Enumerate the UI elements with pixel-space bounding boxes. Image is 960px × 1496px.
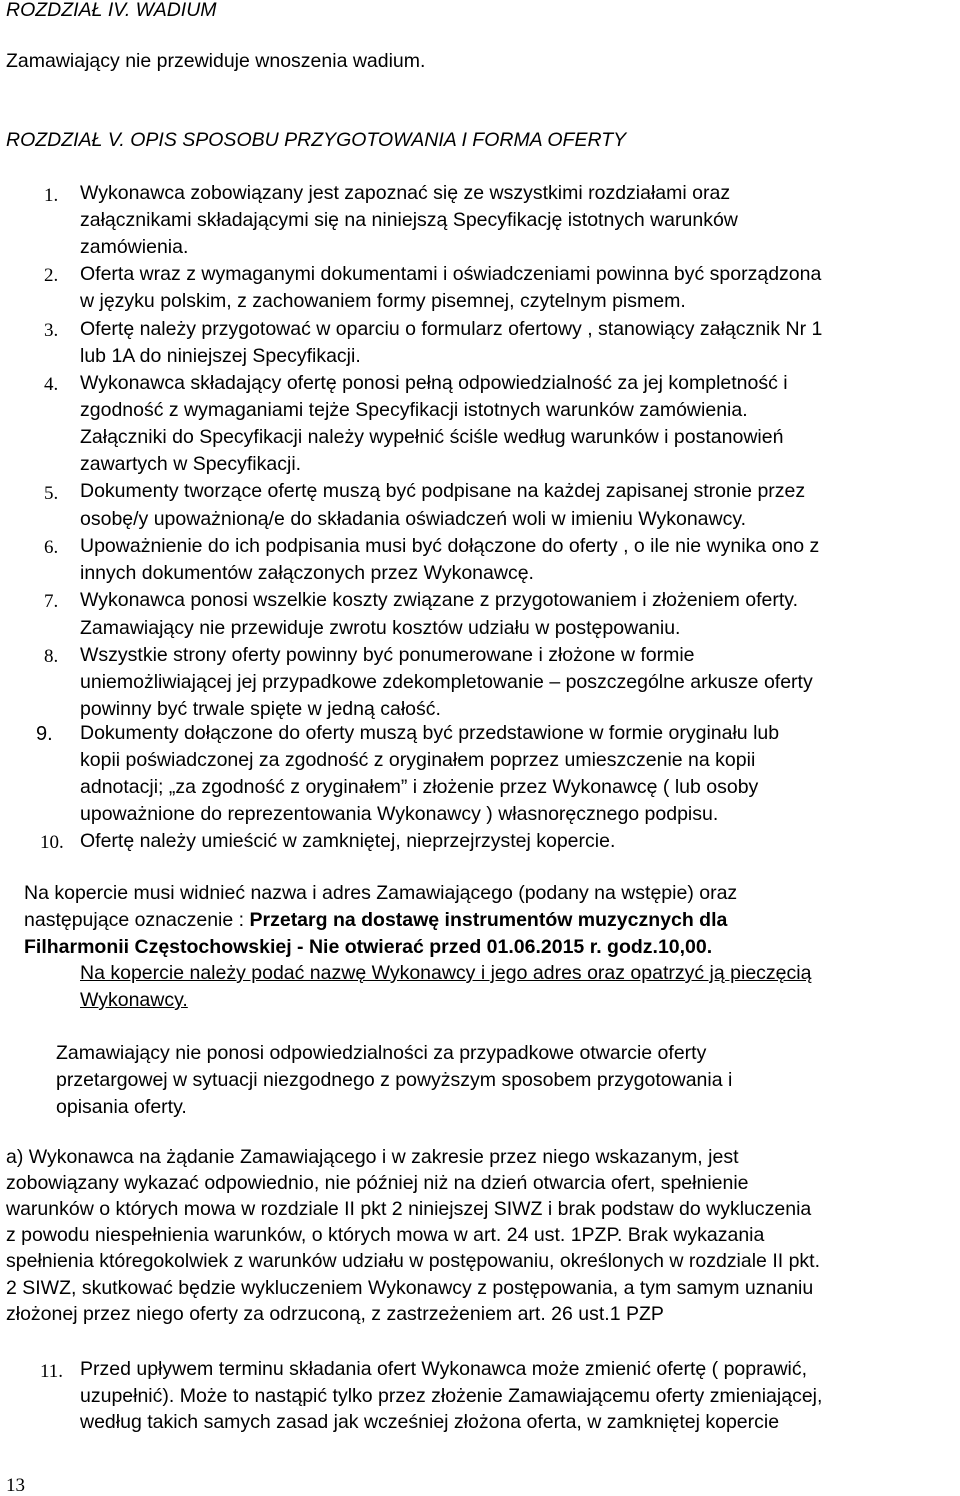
paragraph-a-line: spełnienia któregokolwiek z warunków udziału w postępowaniu, określonych w rozdziale II pkt. [6, 1250, 821, 1272]
item-line: osobę/y upoważnioną/e do składania oświadczeń woli w imieniu Wykonawcy. [80, 508, 747, 530]
envelope-marking-end: . [706, 936, 713, 958]
envelope-marking-label: następujące oznaczenie : [24, 909, 250, 931]
item-line: powinny być trwale spięte w jedną całość. [80, 698, 441, 720]
item-line: adnotacji; „za zgodność z oryginałem” i złożenie przez Wykonawcę ( lub osoby [80, 776, 759, 798]
paragraph-a-line: a) Wykonawca na żądanie Zamawiającego i w zakresie przez niego wskazanym, jest [6, 1146, 739, 1168]
item-line: według takich samych zasad jak wcześniej złożona oferta, w zamkniętej kopercie [80, 1411, 780, 1433]
item-number: 7. [44, 591, 59, 612]
liability-line: przetargowej w sytuacji niezgodnego z powyższym sposobem przygotowania i [56, 1069, 733, 1091]
item-line: Ofertę należy przygotować w oparciu o formularz ofertowy , stanowiący załącznik Nr 1 [80, 318, 823, 340]
item-line: Upoważnienie do ich podpisania musi być dołączone do oferty , o ile nie wynika ono z [80, 535, 820, 557]
paragraph-a-line: warunków o których mowa w rozdziale II pkt 2 niniejszej SIWZ i brak podstaw do wykluczenia [6, 1198, 812, 1220]
item-line: zawartych w Specyfikacji. [80, 453, 302, 475]
item-number: 2. [44, 265, 59, 286]
item-number: 3. [44, 320, 59, 341]
item-line: Oferta wraz z wymaganymi dokumentami i oświadczeniami powinna być sporządzona [80, 263, 822, 285]
liability-line: Zamawiający nie ponosi odpowiedzialności za przypadkowe otwarcie oferty [56, 1042, 707, 1064]
item-line: Wszystkie strony oferty powinny być ponumerowane i złożone w formie [80, 644, 695, 666]
paragraph-a-line: z powodu niespełnienia warunków, o których mowa w art. 24 ust. 1PZP. Brak wykazania [6, 1224, 765, 1246]
envelope-instruction-line: Na kopercie należy podać nazwę Wykonawcy i jego adres oraz opatrzyć ją pieczęcią [80, 962, 812, 984]
item-line: w języku polskim, z zachowaniem formy pisemnej, czytelnym pismem. [80, 290, 686, 312]
chapter-4-title: ROZDZIAŁ IV. WADIUM [6, 0, 217, 21]
item-number: 8. [44, 646, 59, 667]
item-line: uzupełnić). Może to nastąpić tylko przez złożenie Zamawiającemu oferty zmieniającej, [80, 1385, 823, 1407]
chapter-5-title: ROZDZIAŁ V. OPIS SPOSOBU PRZYGOTOWANIA I FORMA OFERTY [6, 129, 627, 151]
item-line: zgodność z wymaganiami tejże Specyfikacji istotnych warunków zamówienia. [80, 399, 748, 421]
paragraph-a-line: 2 SIWZ, skutkować będzie wykluczeniem Wykonawcy z postępowania, a tym samym uznaniu [6, 1277, 814, 1299]
item-line: uniemożliwiającej jej przypadkowe zdekompletowanie – poszczególne arkusze oferty [80, 671, 813, 693]
item-line: Zamawiający nie przewiduje zwrotu kosztów udziału w postępowaniu. [80, 617, 681, 639]
paragraph-a-line: zobowiązany wykazać odpowiednio, nie później niż na dzień otwarcia ofert, spełnienie [6, 1172, 749, 1194]
item-number: 10. [40, 832, 64, 853]
item-number: 6. [44, 537, 59, 558]
item-number: 9. [36, 723, 53, 745]
envelope-line [24, 911, 727, 931]
item-line: upoważnione do reprezentowania Wykonawcy ) własnoręcznego podpisu. [80, 803, 719, 825]
envelope-marking-bold: Przetarg na dostawę instrumentów muzycznych dla [249, 909, 728, 931]
item-line: lub 1A do niniejszej Specyfikacji. [80, 345, 361, 367]
item-line: zamówienia. [80, 236, 189, 258]
item-line: Wykonawca składający ofertę ponosi pełną odpowiedzialność za jej kompletność i [80, 372, 788, 394]
page-number: 13 [6, 1475, 25, 1496]
envelope-line [24, 938, 712, 958]
item-line: innych dokumentów załączonych przez Wykonawcę. [80, 562, 534, 584]
item-line: Dokumenty dołączone do oferty muszą być przedstawione w formie oryginału lub [80, 722, 780, 744]
envelope-marking-bold: Filharmonii Częstochowskiej - Nie otwierać przed 01.06.2015 r. godz.10,00 [24, 936, 707, 958]
item-number: 11. [40, 1361, 64, 1382]
item-line: Ofertę należy umieścić w zamkniętej, nieprzejrzystej kopercie. [80, 830, 616, 852]
item-line: Załączniki do Specyfikacji należy wypełnić ściśle według warunków i postanowień [80, 426, 784, 448]
item-line: Dokumenty tworzące ofertę muszą być podpisane na każdej zapisanej stronie przez [80, 480, 806, 502]
item-number: 4. [44, 374, 59, 395]
paragraph-a-line: złożonej przez niego oferty za odrzuconą, z zastrzeżeniem art. 26 ust.1 PZP [6, 1303, 664, 1325]
envelope-line: Na kopercie musi widnieć nazwa i adres Zamawiającego (podany na wstępie) oraz [24, 882, 738, 904]
item-line: Przed upływem terminu składania ofert Wykonawca może zmienić ofertę ( poprawić, [80, 1358, 808, 1380]
item-line: Wykonawca zobowiązany jest zapoznać się ze wszystkimi rozdziałami oraz [80, 182, 731, 204]
item-line: Wykonawca ponosi wszelkie koszty związane z przygotowaniem i złożeniem oferty. [80, 589, 799, 611]
item-line: kopii poświadczonej za zgodność z oryginałem poprzez umieszczenie na kopii [80, 749, 756, 771]
item-number: 1. [44, 185, 59, 206]
item-line: załącznikami składającymi się na niniejszą Specyfikację istotnych warunków [80, 209, 738, 231]
envelope-instruction-line: Wykonawcy. [80, 989, 188, 1011]
liability-line: opisania oferty. [56, 1096, 187, 1118]
chapter-4-text: Zamawiający nie przewiduje wnoszenia wadium. [6, 50, 426, 72]
item-number: 5. [44, 483, 59, 504]
